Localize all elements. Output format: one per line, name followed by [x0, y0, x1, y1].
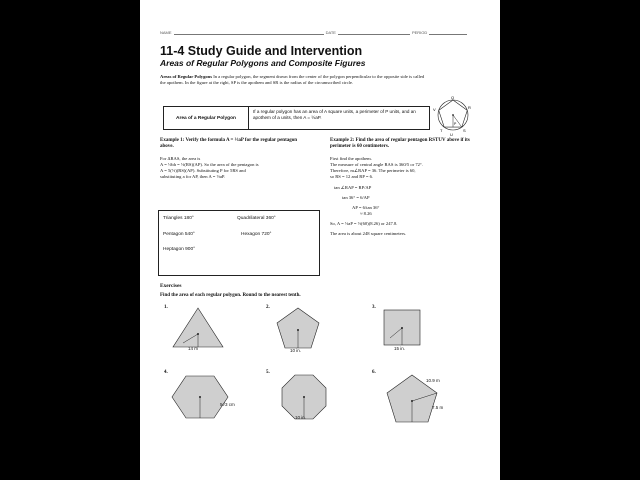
- example2-line: The area is about 248 square centimeters.: [330, 231, 407, 236]
- period-line[interactable]: [429, 30, 467, 35]
- answer-hexagon: Hexagon 720°: [241, 232, 272, 237]
- exercise-6-number: 6.: [372, 370, 376, 375]
- example2-line: So, A = ½aP = ½(60)(8.26) or 247.8.: [330, 221, 398, 226]
- label-v: V: [433, 107, 436, 112]
- answer-pentagon: Pentagon 540°: [163, 232, 195, 237]
- exercise-2-label: 10 in.: [290, 348, 302, 353]
- example1-title: Example 1: Verify the formula A = ½aP for the regular pentagon above.: [160, 138, 298, 150]
- example2-line: Therefore, m∠RAP = 36. The perimeter is 60,: [330, 168, 416, 173]
- date-label: DATE: [325, 30, 336, 35]
- exercise-5-octagon: [280, 373, 328, 421]
- example1-line: A = ½bh = ½(RS)(AP). So the area of the pentagon is: [160, 162, 259, 167]
- example1-body: [160, 156, 320, 180]
- exercise-1-number: 1.: [164, 305, 168, 310]
- page-subtitle: Areas of Regular Polygons and Composite Figures: [160, 58, 366, 68]
- exercises-heading: Exercises: [160, 283, 182, 289]
- period-label: PERIOD: [411, 30, 428, 35]
- answer-box: [158, 210, 320, 276]
- label-r: R: [468, 105, 471, 110]
- name-line[interactable]: [174, 30, 324, 35]
- answer-triangles: Triangles 180°: [163, 216, 194, 221]
- exercises-instruction: Find the area of each regular polygon. Round to the nearest tenth.: [160, 293, 301, 298]
- intro-heading: Areas of Regular Polygons: [160, 74, 213, 79]
- example2-line: The measure of central angle RAS is 360/5 or 72°.: [330, 162, 423, 167]
- example2-line: tan ∠RAP = RP/AP: [334, 185, 372, 190]
- example2-body: [330, 156, 485, 237]
- exercise-2-number: 2.: [266, 305, 270, 310]
- example2-line: AP = 6/tan 36°: [352, 205, 380, 210]
- intro-text: In a regular polygon, the segment drawn from the center of the polygon perpendicular to the opposite side is called the apothem. In the figure at the right, SP is the apothem and SR is the radius of the circumscribed circle.: [160, 74, 425, 85]
- example2-line: First find the apothem.: [330, 156, 372, 161]
- definition-label: Area of a Regular Polygon: [164, 107, 249, 129]
- label-s: S: [463, 128, 466, 133]
- definition-box: [163, 106, 430, 130]
- exercise-5-label: 10 in.: [295, 415, 307, 420]
- example2-line: so RS = 12 and RP = 6.: [330, 174, 374, 179]
- example1-line: substituting a for AP, then A = ½aP.: [160, 174, 226, 179]
- label-u: U: [450, 132, 453, 137]
- example1-line: A = 5(½)(RS)(AP). Substituting P for 5RS and: [160, 168, 246, 173]
- example2-title: Example 2: Find the area of regular pentagon RSTUV above if its perimeter is 60 centimeters.: [330, 138, 470, 150]
- label-q: Q: [451, 95, 455, 100]
- exercise-1-label: 14 m: [188, 346, 199, 351]
- worksheet-page: [140, 0, 500, 480]
- answer-heptagon: Heptagon 900°: [163, 247, 196, 252]
- page-title: 11-4 Study Guide and Intervention: [160, 44, 363, 58]
- exercise-6-label-side: 10.9 m: [426, 378, 440, 383]
- label-t: T: [440, 128, 443, 133]
- intro-paragraph: [160, 74, 430, 86]
- exercise-4-label: 5√3 cm: [220, 402, 235, 407]
- exercise-3-number: 3.: [372, 305, 376, 310]
- example1-line: For ΔRAS, the area is: [160, 156, 201, 161]
- header-fields: [160, 30, 490, 35]
- exercise-4-hexagon: [168, 372, 232, 422]
- exercise-3-label: 15 in.: [394, 346, 406, 351]
- definition-text: If a regular polygon has an area of A square units, a perimeter of P units, and an apothem of a units, then A = ½aP.: [253, 109, 416, 120]
- answer-quadrilateral: Quadrilateral 360°: [237, 216, 276, 221]
- exercise-3-square: [380, 308, 424, 348]
- exercise-6-label-apothem: 7.5 m: [432, 405, 444, 410]
- example2-line: tan 36° = 6/AP: [342, 195, 370, 200]
- label-p: P: [454, 122, 457, 126]
- date-line[interactable]: [338, 30, 410, 35]
- example2-line: ≈ 8.26: [360, 211, 372, 216]
- pentagon-figure: [430, 94, 476, 138]
- exercise-5-number: 5.: [266, 370, 270, 375]
- exercise-4-number: 4.: [164, 370, 168, 375]
- exercise-2-pentagon: [273, 306, 323, 352]
- name-label: NAME: [160, 30, 172, 35]
